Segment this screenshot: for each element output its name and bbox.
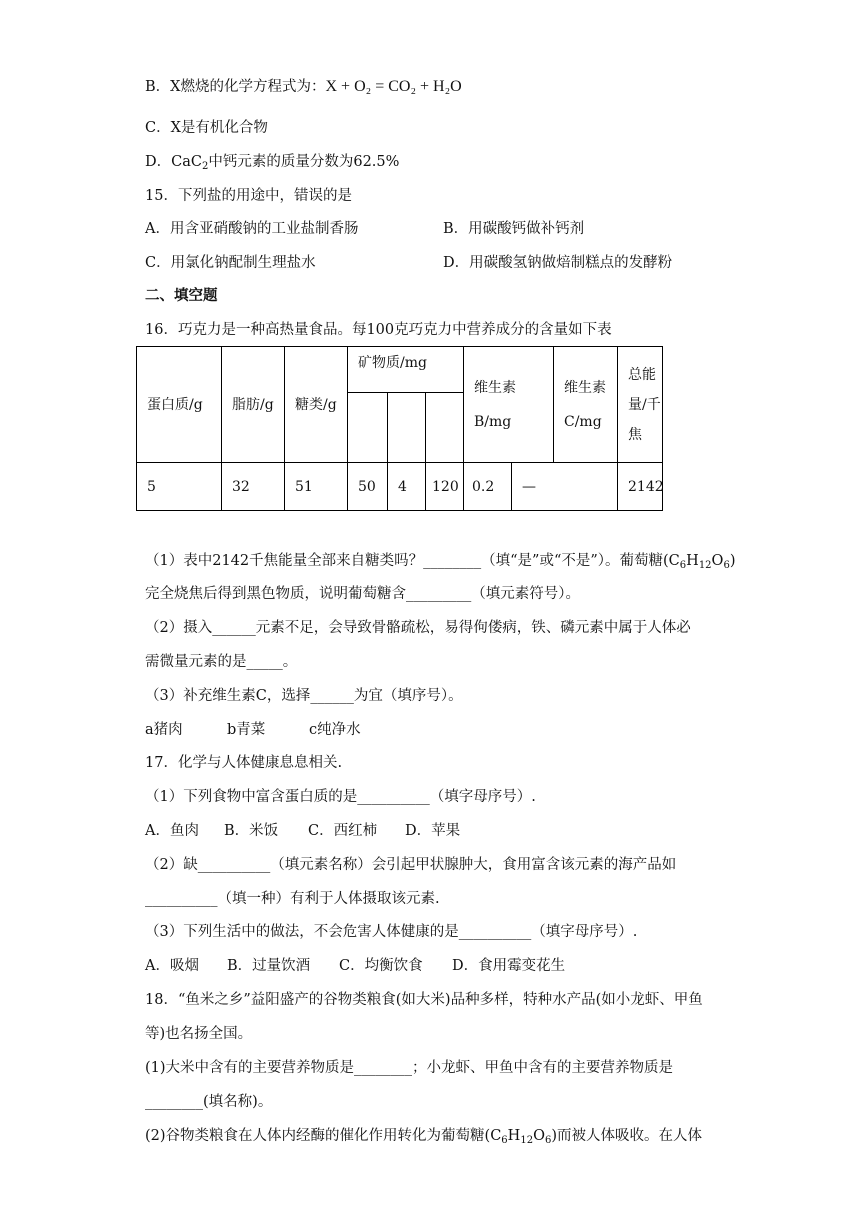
value-energy: 2142 <box>618 463 663 511</box>
q16-part2-line2: 需微量元素的是_____。 <box>145 654 298 670</box>
mineral-subcell <box>426 393 464 463</box>
value-fat: 32 <box>222 463 285 511</box>
q17-part2-line1: （2）缺__________（填元素名称）会引起甲状腺肿大，食用富含该元素的海产品如 <box>145 857 677 873</box>
combustion-equation: X + O₂ = CO₂ + H₂O <box>325 78 462 95</box>
value-mineral-2: 4 <box>388 463 426 511</box>
option-pork: a猪肉 <box>145 722 183 738</box>
option-water: c纯净水 <box>309 722 361 738</box>
q17-stem: 17．化学与人体健康息息相关. <box>145 755 343 771</box>
value-sugar: 51 <box>285 463 348 511</box>
q16-stem: 16．巧克力是一种高热量食品。每100克巧克力中营养成分的含量如下表 <box>145 322 612 338</box>
q16-part1-line2: 完全烧焦后得到黑色物质，说明葡萄糖含_________（填元素符号）。 <box>145 586 580 602</box>
q16-part1-line1: （1）表中2142千焦能量全部来自糖类吗？________（填“是”或“不是”）。葡萄糖$(C_6H_{12}O_6)$ <box>145 553 736 571</box>
value-mineral-3: 120 <box>426 463 464 511</box>
q15-option-c: C．用氯化钠配制生理盐水 <box>145 255 316 271</box>
value-protein: 5 <box>137 463 222 511</box>
q16-part3-options <box>145 720 361 740</box>
q15-option-a: A．用含亚硝酸钠的工业盐制香肠 <box>145 221 359 237</box>
mineral-subcell <box>348 393 388 463</box>
mineral-subcell <box>388 393 426 463</box>
option-vegetable: b青菜 <box>227 722 266 738</box>
q15-option-b: B．用碳酸钙做补钙剂 <box>443 221 585 237</box>
q14-option-d: D．CaC$_2$中钙元素的质量分数为62.5% <box>145 154 400 172</box>
header-sugar: 糖类/g <box>285 347 348 463</box>
q17-part1-options: A．鱼肉 B．米饭 C．西红柿 D．苹果 <box>145 823 461 839</box>
value-vitamin-c: — <box>512 463 618 511</box>
header-vitamin-b: 维生素 B/mg <box>464 347 554 463</box>
q16-part3: （3）补充维生素C，选择______为宜（填序号）。 <box>145 688 463 704</box>
nutrition-table <box>136 346 663 511</box>
header-fat: 脂肪/g <box>222 347 285 463</box>
q15-option-d: D．用碳酸氢钠做焙制糕点的发酵粉 <box>443 255 673 271</box>
q17-part1: （1）下列食物中富含蛋白质的是__________（填字母序号）. <box>145 789 536 805</box>
value-vitamin-b: 0.2 <box>464 463 512 511</box>
header-energy: 总能 量/千 焦 <box>618 347 663 463</box>
q18-stem-line2: 等)也名扬全国。 <box>145 1026 253 1042</box>
q18-stem-line1: 18．“鱼米之乡”益阳盛产的谷物类粮食(如大米)品种多样，特种水产品(如小龙虾、甲鱼 <box>145 992 703 1008</box>
q15-stem: 15．下列盐的用途中，错误的是 <box>145 188 352 204</box>
q18-part1-line2: ________(填名称)。 <box>145 1094 273 1110</box>
header-vitamin-c: 维生素 C/mg <box>554 347 618 463</box>
q17-part3: （3）下列生活中的做法，不会危害人体健康的是__________（填字母序号）. <box>145 924 638 940</box>
header-protein: 蛋白质/g <box>137 347 222 463</box>
value-mineral-1: 50 <box>348 463 388 511</box>
q17-part3-options: A．吸烟 B．过量饮酒 C．均衡饮食 D．食用霉变花生 <box>145 958 566 974</box>
q18-part1-line1: (1)大米中含有的主要营养物质是________；小龙虾、甲鱼中含有的主要营养物质是 <box>145 1060 674 1076</box>
q16-part2-line1: （2）摄入______元素不足，会导致骨骼疏松，易得佝偻病，铁、磷元素中属于人体必 <box>145 620 691 636</box>
q14-option-c: C．X是有机化合物 <box>145 120 268 136</box>
q14-option-b: B．X燃烧的化学方程式为：X + O₂ = CO₂ + H₂O <box>145 78 462 95</box>
section-heading: 二、填空题 <box>145 287 218 304</box>
q18-part2-line1: (2)谷物类粮食在人体内经酶的催化作用转化为葡萄糖$(C_6H_{12}O_6)$而被人体吸收。在人体 <box>145 1128 702 1146</box>
header-mineral: 矿物质/mg <box>348 347 464 393</box>
q17-part2-line2: __________（填一种）有利于人体摄取该元素. <box>145 891 440 907</box>
